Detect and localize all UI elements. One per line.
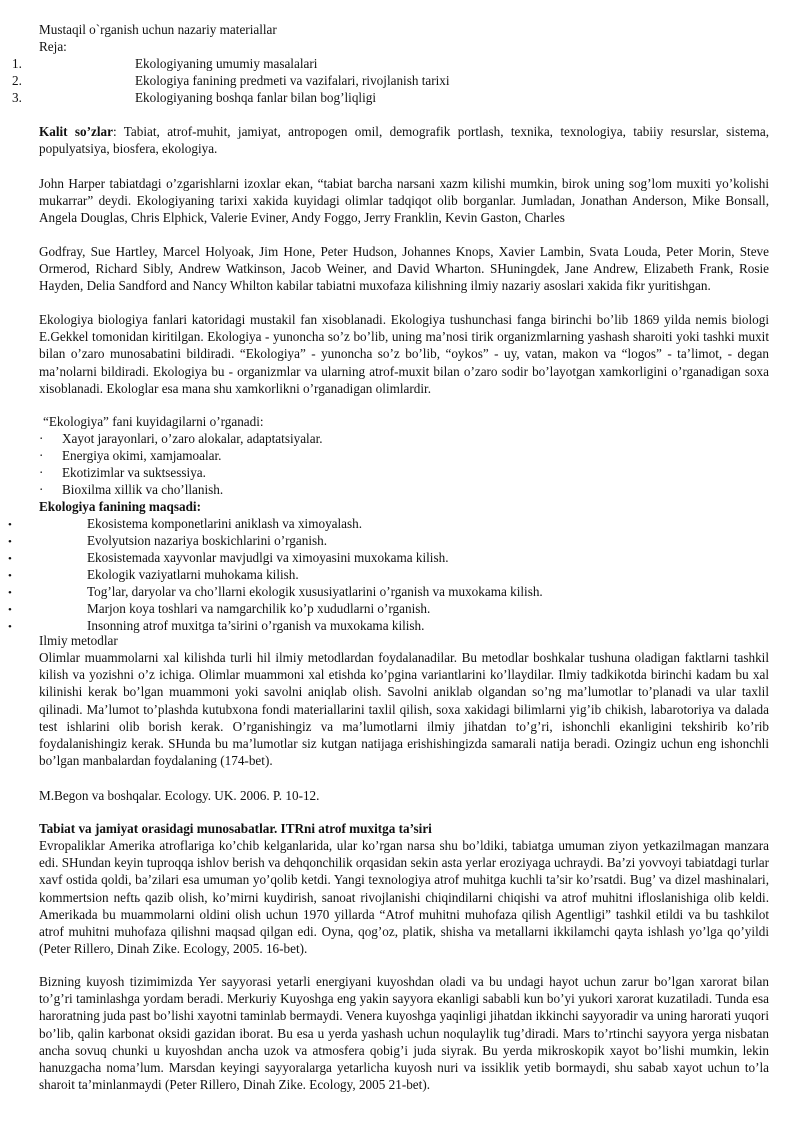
plan-item-text: Ekologiyaning boshqa fanlar bilan bog’liqligi [135,90,376,105]
bullet-marker: · [39,431,44,446]
plan-item-number: 1. [12,56,22,71]
keywords-paragraph [39,123,769,157]
bullet-marker: • [8,570,12,582]
list-item-text: Ekologik vaziyatlarni muhokama kilish. [87,567,299,582]
bullet-marker: • [8,553,12,565]
plan-item-text: Ekologiyaning umumiy masalalari [135,56,318,71]
studies-lead: “Ekologiya” fani kuyidagilarni o’rganadi: [43,414,264,429]
list-item-text: Xayot jarayonlari, o’zaro alokalar, adaptatsiyalar. [62,431,323,446]
citation: M.Begon va boshqalar. Ecology. UK. 2006. P. 10-12. [39,788,320,803]
methods-paragraph: Olimlar muammolarni xal kilishda turli hil ilmiy metodlardan foydalanadilar. Bu metodlar boshkalar tushuna oladigan faktlarni tashkil kilish va yozishni o’z ichiga. Olimlar muammoni xal etishda ko’pgina variantlarini ko’llaydilar. Ilmiy tadkikotda birinchi kadam bu xal kilinishi kerak bo’lgan muammoni yoki savolni aniqlab olish. Savolni aniklab olgandan so’ng ma’lumotlar to’planadi va ular taxlil qilinadi. Ma’lumot to’plashda kutubxona fondi materiallarini taxlil qilish, soxa xakidagi bilimlarni yig’ib chikish, labarotoriya va dalada test ishlarini olib borish kerak. O’rganishingiz va ma’lumotlarni ilmiy jihatdan to’g’ri, ishonchli ekanligini tekshirib ko’rib foydalanishingiz kerak. SHunda bu ma’lumotlar siz kutgan natijaga erishishingizda samarali natija beradi. Ozingiz uchun eng ishonchli bo’lgan manbalardan foydalaning (174-bet). [39,650,769,769]
list-item-text: Ekosistemada xayvonlar mavjudlgi va ximoyasini muxokama kilish. [87,550,449,565]
bullet-marker: • [8,621,12,633]
bullet-marker: · [39,482,44,497]
goals-heading: Ekologiya fanining maqsadi: [39,499,201,514]
methods-heading: Ilmiy metodlar [39,633,118,648]
list-item-text: Insonning atrof muxitga ta’sirini o’rganish va muxokama kilish. [87,618,425,633]
bullet-marker: · [39,448,44,463]
bullet-marker: • [8,519,12,531]
section-paragraph-2: Bizning kuyosh tizimimizda Yer sayyorasi yetarli energiyani kuyoshdan oladi va bu undagi hayot uchun zarur bo’lgan xarorat bilan to’g’ri taminlashga yordam beradi. Merkuriy Kuyoshga eng yakin sayyora ekanligi sababli kun bo’yi yukori xarorat kuzatiladi. Tunda esa haroratning juda past bo’lishi xayotni taminlab bermaydi. Venera kuyoshga yaqinligi jihatdan ikkinchi sayyoradir va uning harorati yuqori bo’lib, qalin karbonat oksidi gazidan iborat. Bu esa u yerda yashash uchun noqulaylik tug’diradi. Mars to’rtinchi sayyora yerga nisbatan ancha sovuq chunki u kuyoshdan ancha uzok va atmosfera qobig’i juda siyrak. Bu yerda mikroskopik xayot bo’lishi mumkin, lekin hanuzgacha noma’lum. Marsdan keyingi sayyoralarga yetarlicha kuyosh nuri va issiklik yetib bormaydi, shu sabab xayot uchun to’la sharoit ta’minlanmaydi (Peter Rillero, Dinah Zike. Ecology, 2005 21-bet). [39,974,769,1093]
keywords-label: Kalit so’zlar [39,124,114,139]
list-item-text: Bioxilma xillik va cho’llanish. [62,482,224,497]
bullet-marker: • [8,604,12,616]
intro-paragraph-1: John Harper tabiatdagi o’zgarishlarni izoxlar ekan, “tabiat barcha narsani xazm kilishi mumkin, birok uning sog’lom muxiti yo’kolishi mukarrar” deydi. Ekologiyaning tarixi xakida kuyidagi olimlar tadqiqot olib borganlar. Jumladan, Jonathan Anderson, Mike Bonsall, Angela Douglas, Chris Elphick, Valerie Eviner, Andy Foggo, Jerry Franklin, Kevin Gaston, Charles [39,176,769,226]
list-item-text: Ekotizimlar va suktsessiya. [62,465,206,480]
bullet-marker: · [39,465,44,480]
plan-item-text: Ekologiya fanining predmeti va vazifalari, rivojlanish tarixi [135,73,450,88]
bullet-marker: • [8,587,12,599]
intro-paragraph-2: Godfray, Sue Hartley, Marcel Holyoak, Jim Hone, Peter Hudson, Johannes Knops, Xavier Lambin, Svata Louda, Peter Morin, Steve Ormerod, Richard Sibly, Andrew Watkinson, Jacob Weiner, and David Wharton. SHuningdek, Jane Andrew, Elizabeth Frank, Rosie Hayden, Delia Sandford and Nancy Whilton kabilar tabiatni muxofaza kilishning ilmiy nazariy asoslari xakida fikr yuritishgan. [39,244,769,294]
section-paragraph-1: Evropaliklar Amerika atroflariga ko’chib kelganlarida, ular ko’rgan narsa shu bo’ldiki, tabiatga umuman ziyon yetkazilmagan manzara edi. SHundan keyin tuproqqa ishlov berish va dehqonchilik orqasidan sekin asta yerlar eroziyaga uchraydi. Ba’zi yovvoyi tabiatdagi turlar xavf ostida qoldi, ba’zilari esa umuman yo’qolib ketdi. Yangi texnologiya atrof muhitga kuchli ta’sir ko’rsatdi. Bug’ va dizel mashinalari, kommertsion neftь qazib olish, ko’mirni kuydirish, sanoat rivojlanishi chiqindilarni chiqishi va atrof muhitni ifloslanishiga olib keldi. Amerikada bu muammolarni oldini olish uchun 1970 yillarda “Atrof muhitni muhofaza qilish Agentligi” tashkil etildi va bu tashkilot atrof muhitni muhofaza qilishni maqsad qilgan edi. Oyna, qog’oz, platik, shisha va metallarni ikkilamchi qayta ishlash yo’lga qo’yildi (Peter Rillero, Dinah Zike. Ecology, 2005. 16-bet). [39,838,769,957]
section-heading: Tabiat va jamiyat orasidagi munosabatlar. ITRni atrof muxitga ta’siri [39,821,432,836]
list-item-text: Evolyutsion nazariya boskichlarini o’rganish. [87,533,328,548]
list-item-text: Tog’lar, daryolar va cho’llarni ekologik xususiyatlarini o’rganish va muxokama kilish. [87,584,543,599]
list-item-text: Energiya okimi, xamjamoalar. [62,448,222,463]
plan-item-number: 2. [12,73,22,88]
plan-label: Reja: [39,39,67,54]
list-item-text: Marjon koya toshlari va namgarchilik ko’p xududlarni o’rganish. [87,601,431,616]
plan-item-number: 3. [12,90,22,105]
bullet-marker: • [8,536,12,548]
document-title: Mustaqil o`rganish uchun nazariy materiallar [39,22,277,37]
intro-paragraph-3: Ekologiya biologiya fanlari katoridagi mustakil fan xisoblanadi. Ekologiya tushunchasi fanga birinchi bo’lib 1869 yilda nemis biologi E.Gekkel tomonidan kiritilgan. Ekologiya - yunoncha so’z bo’lib, uning ma’nosi tirik organizmlarning yashash sharoiti yoki tashki muxit bilan o’zaro munosabatini bildiradi. “Ekologiya” - yunoncha so’z bo’lib, “oykos” - uy, vatan, makon va “logos” - ta’limot, - degan ma’nolarni bildiradi. Ekologiya bu - organizmlar va ularning atrof-muxit bilan o’zaro sodir bo’layotgan xamkorligini o’rganadigan soxa xisoblanadi. Ekologlar esa mana shu xamkorlikni o’rganadigan olimlardir. [39,312,769,396]
list-item-text: Ekosistema komponetlarini aniklash va ximoyalash. [87,516,363,531]
keywords-text: : Tabiat, atrof-muhit, jamiyat, antropogen omil, demografik portlash, texnika, texnologiya, tabiiy resurslar, sistema, populyatsiya, biosfera, ekologiya. [39,124,769,157]
